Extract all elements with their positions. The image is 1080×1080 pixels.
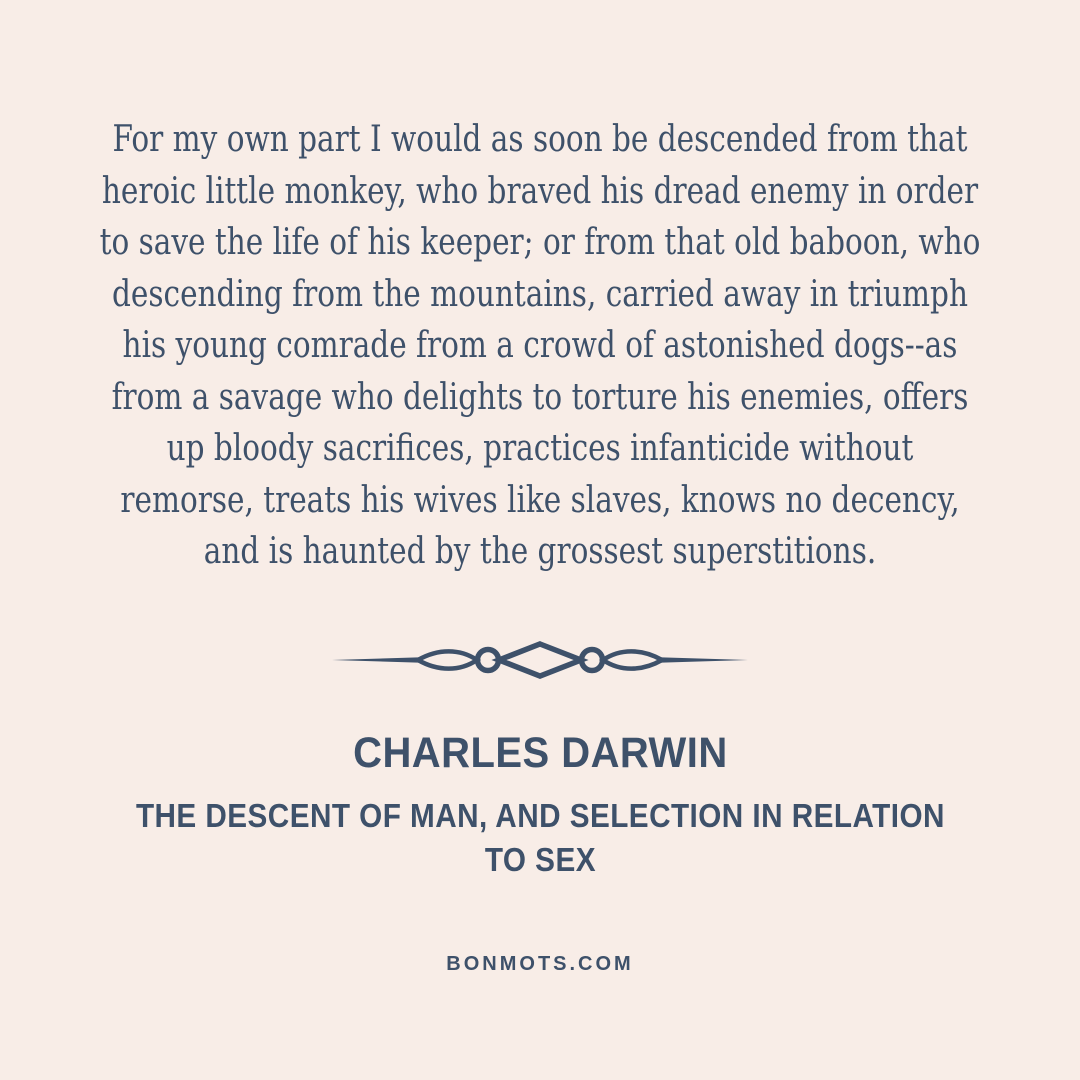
- ornamental-divider-icon: [330, 638, 750, 682]
- quote-text: [0, 114, 1080, 578]
- quote-line: descending from the mountains, carried away in triumph: [112, 273, 968, 315]
- source-title-line: THE DESCENT OF MAN, AND SELECTION IN RELATION: [135, 796, 945, 834]
- site-name: BONMOTS.COM: [446, 952, 634, 975]
- source-title: [91, 794, 990, 882]
- quote-line: For my own part I would as soon be descended from that: [112, 119, 968, 160]
- author-name: CHARLES DARWIN: [352, 728, 728, 777]
- quote-line: his young comrade from a crowd of astonished dogs--as: [122, 325, 958, 366]
- quote-line: up bloody sacrifices, practices infanticide without: [166, 428, 914, 469]
- quote-line: and is haunted by the grossest superstitions.: [203, 531, 877, 572]
- source-title-line: TO SEX: [484, 840, 596, 878]
- quote-line: from a savage who delights to torture his enemies, offers: [111, 376, 969, 418]
- quote-line: to save the life of his keeper; or from that old baboon, who: [99, 222, 981, 263]
- quote-line: remorse, treats his wives like slaves, knows no decency,: [120, 479, 960, 521]
- quote-line: heroic little monkey, who braved his dread enemy in order: [101, 170, 979, 212]
